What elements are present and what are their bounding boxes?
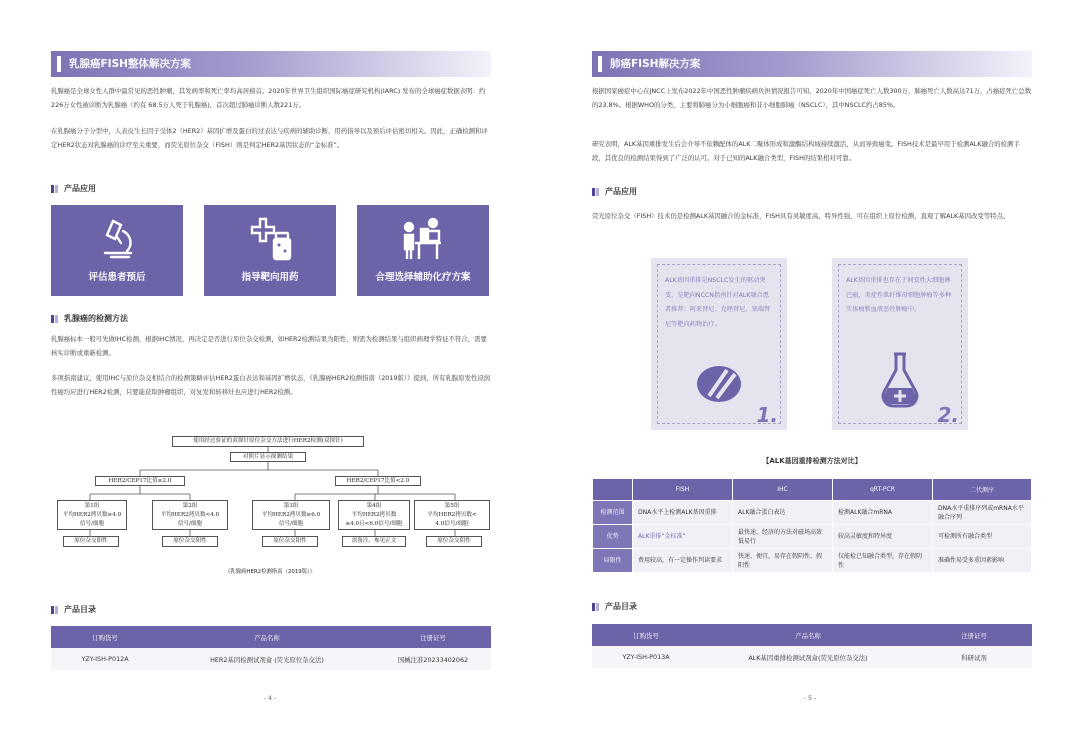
card-number: 1. — [756, 403, 778, 427]
product-catalog-table — [592, 624, 1032, 668]
table-header-row: 订购货号 产品名称 注册证号 — [592, 624, 1032, 646]
table-row: 局限性 费用较高，有一定操作判读要求 快速、便宜，易存在假阴性、假阳性 仅能检已知融合类型，存在假阴性 准确性易受多重因素影响 — [593, 549, 1032, 573]
info-card: ALK基因重排也存在于间变性大细胞淋巴瘤、炎症性肌纤维母细胞肿瘤等多种实体瘤和血液恶性肿瘤中。 2. — [832, 258, 968, 430]
flow-result-box: 原位杂交阳性 — [162, 536, 218, 547]
method-paragraph: 乳腺癌标本一般可先做IHC检测，根据IHC情况，再决定是否进行原位杂交检测，如HER2检测结果为阳性，则需为检测结果与组织病理学特征不符合，需要核实诊断或重新检测。 — [51, 335, 487, 357]
flow-group-box: 第3组 平均HER2拷贝数≥6.0 信号/细胞 — [252, 500, 330, 530]
flow-result-box: 需备注，参见正文 — [342, 536, 406, 547]
flow-group-box: 第2组 平均HER2拷贝数<4.0 信号/细胞 — [152, 500, 228, 530]
table-header-row: FISH IHC qRT-PCR 二代测序 — [593, 479, 1032, 501]
flow-box: HER2/CEP17比值≥2.0 — [95, 476, 185, 486]
comparison-title: 【ALK基因重排检测方法对比】 — [762, 457, 862, 465]
flow-box: HER2/CEP17比值<2.0 — [335, 476, 421, 486]
section-header: 乳腺癌FISH整体解决方案 — [51, 51, 491, 77]
subsection-title: 产品目录 — [51, 604, 96, 616]
page-number: - 4 - — [263, 694, 277, 702]
flow-group-box: 第1组 平均HER2拷贝数≥4.0 信号/细胞 — [57, 500, 127, 530]
application-paragraph: 荧光原位杂交（FISH）技术仍是检测ALK基因融合的金标准，FISH具有灵敏度高、特异性强，可在组织上原位检测，直观了解ALK基因改变等特点。 — [592, 212, 1010, 220]
intro-paragraph: 乳腺癌是全球女性人群中最常见的恶性肿瘤，其发病率和死亡率均高居榜首。2020年世界卫生组织国际癌症研究机构(IARC) 发布的全球癌症数据表明：约226万女性被诊断为乳腺癌（约有 68.5万人死于乳腺癌)，首次超过肺癌诊断人数221万。 — [51, 87, 486, 109]
pill-icon — [695, 364, 743, 404]
subsection-title: 乳腺癌的检测方法 — [51, 313, 128, 325]
page-number: - 5 - — [803, 694, 817, 702]
table-row: 优势 ALK重排“金标准” 最快速、经济的方法对磁场高效低易行 较高灵敏度和特异度 可检测所有融合类型 — [593, 525, 1032, 549]
flask-icon — [880, 350, 920, 408]
flow-box: 对照片显示探测结果 — [230, 452, 306, 462]
flow-group-box: 第4组 平均HER2拷贝数 ≥4.0且<6.0信号/细胞 — [338, 500, 410, 530]
comparison-table — [592, 478, 1032, 573]
subsection-title: 产品目录 — [592, 601, 637, 613]
flow-result-box: 原位杂交阴性 — [426, 536, 482, 547]
flow-result-box: 原位杂交阳性 — [262, 536, 318, 547]
application-label: 指导靶向用药 — [241, 272, 299, 283]
info-card: ALK基因重排是NSCLC发生的驱动突变，是靶向NCCN指南针对ALK融合患者推荐：阿来替尼、克唑替尼、塞瑞替尼等靶向药物治疗。 1. — [651, 258, 787, 430]
table-row: YZY-ISH-P012A HER2基因检测试剂盒 (荧光原位杂交法) 国械注准20233402062 — [51, 648, 491, 670]
application-label: 评估患者预后 — [88, 272, 146, 283]
table-row: 检测范围 DNA水平上检测ALK基因重排 ALK融合蛋白表达 检测ALK融合mRNA DNA水平重排序列或mRNA水平融合序列 — [593, 501, 1032, 525]
subsection-title: 产品应用 — [592, 186, 637, 198]
intro-paragraph: 研究表明，ALK基因重排发生后会介导不依赖配体的ALK二聚体形成和激酶结构域持续激活，从而导致癌变。FISH技术是最早用于检测ALK融合的检测手段，其优良的检测结果得到了广泛的认可。对于已知的ALK融合类型，FISH的结果相对可靠。 — [592, 140, 1020, 162]
product-catalog-table — [51, 626, 491, 670]
application-label: 合理选择辅助化疗方案 — [375, 272, 471, 283]
flow-group-box: 第5组 平均HER2拷贝数< 4.0信号/细胞 — [414, 500, 490, 530]
intro-paragraph: 根据国家癌症中心在JNCC上发布2022年中国恶性肿瘤疾病负担情况报告可知，2020年中国癌症死亡人数300万，肺癌死亡人数高达71万，占癌症死亡总数的23.8%。根据WHO的分类，主要将肺癌分为小细胞癌和非小细胞肺癌（NSCLC），其中NSCLC约占85%。 — [592, 87, 1032, 109]
flow-result-box: 原位杂交阳性 — [63, 536, 119, 547]
method-paragraph: 多项指南建议，使用IHC与原位杂交相结合的检测策略评估HER2蛋白表达和基因扩增状态，《乳腺癌HER2检测指南（2019版）》提到，所有乳腺原发性浸润性癌均应进行HER2检测，只要能获取肿瘤组织，对复发和转移灶也应进行HER2检测。 — [51, 374, 491, 396]
flowchart-caption: 《乳腺癌HER2检测指南（2019版）》 — [224, 569, 316, 575]
subsection-title: 产品应用 — [51, 183, 96, 195]
card-number: 2. — [937, 403, 959, 427]
intro-paragraph: 在乳腺癌分子分型中，人表皮生长因子受体2（HER2）基因扩增及蛋白的过表达与疾病的辅助诊断、用药指导以及预后评估密切相关。因此，正确检测和评定HER2状态对乳腺癌的诊疗至关重要，而荧光原位杂交（FISH）则是判定HER2基因状态的“金标准”。 — [51, 127, 488, 149]
section-header: 肺癌FISH解决方案 — [592, 51, 1032, 77]
table-header-row: 订购货号 产品名称 注册证号 — [51, 626, 491, 648]
flow-box: 使用经过验证的双探针原位杂交方法进行HER2检测(双探针) — [172, 436, 364, 447]
right-page — [540, 0, 1080, 737]
table-row: YZY-ISH-P013A ALK基因重排检测试剂盒(荧光原位杂交法) 科研试剂 — [592, 646, 1032, 668]
